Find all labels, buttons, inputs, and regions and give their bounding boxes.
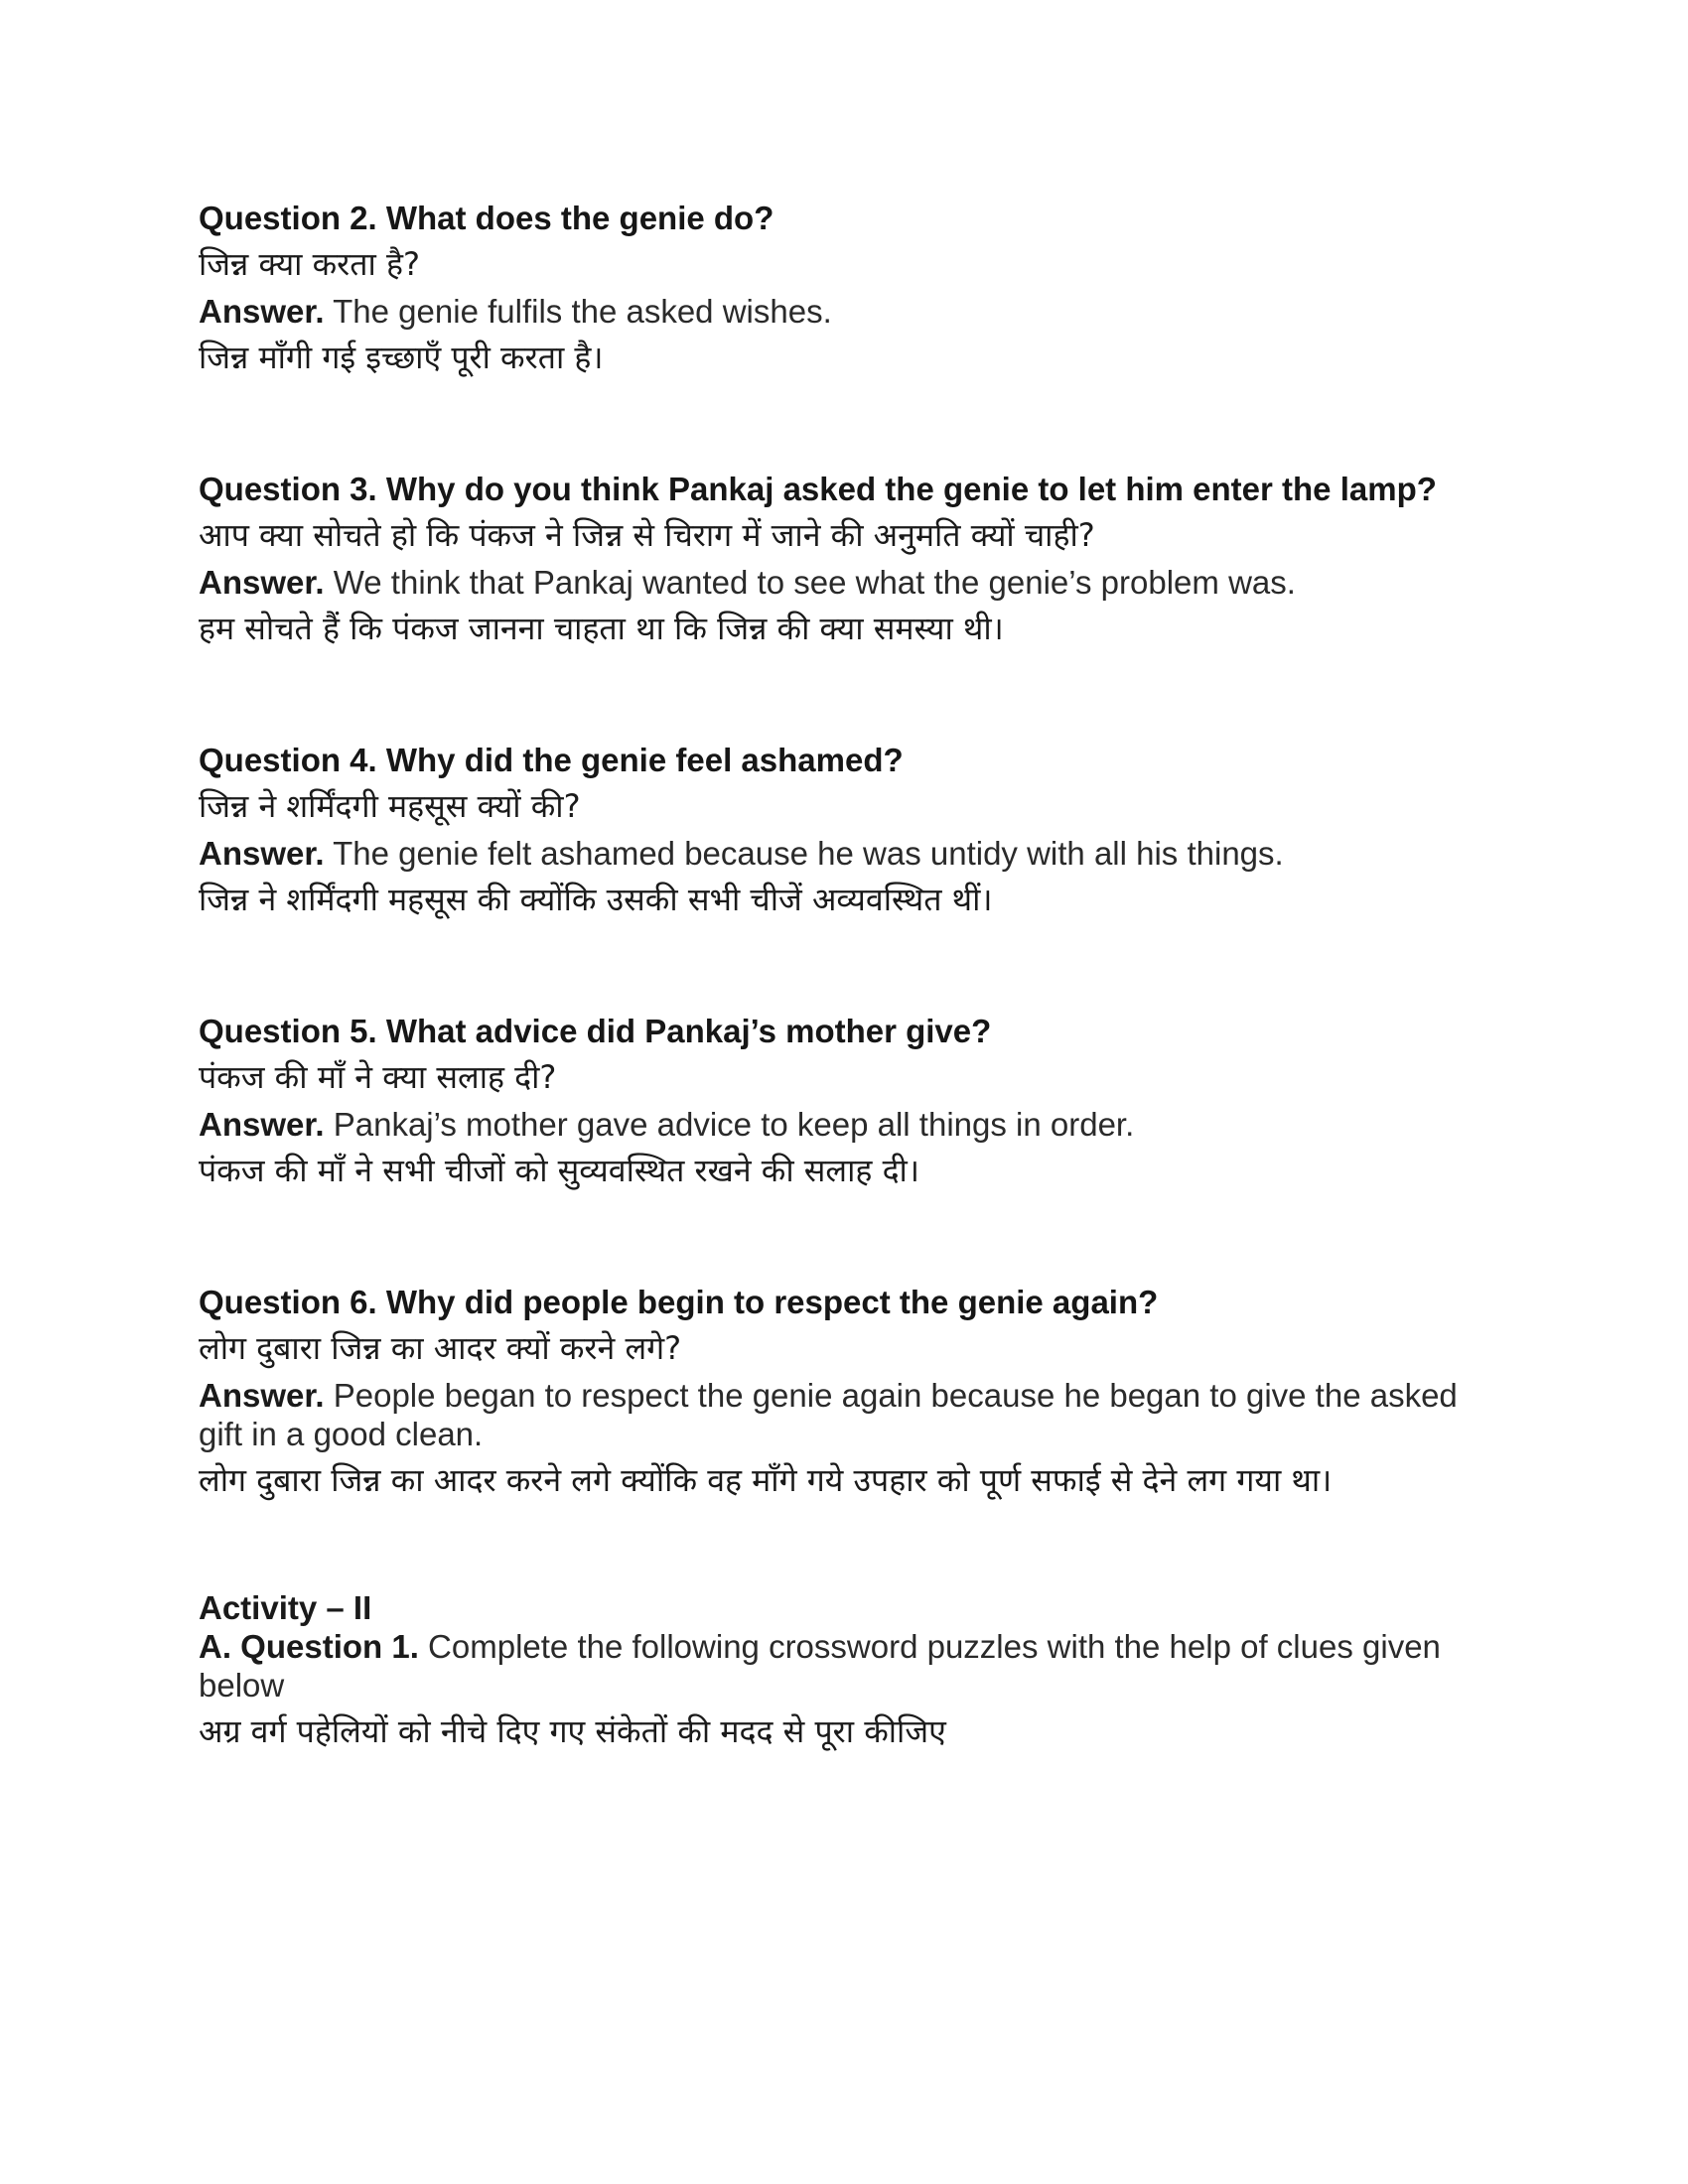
- activity-block: [199, 1588, 1489, 1755]
- answer-label: Answer.: [199, 564, 325, 601]
- activity-question-text: Complete the following crossword puzzles with the help of clues given below: [199, 1628, 1441, 1704]
- question-heading: Question 3. Why do you think Pankaj asked the genie to let him enter the lamp?: [199, 471, 1437, 507]
- activity-question-hindi: अग्र वर्ग पहेलियों को नीचे दिए गए संकेतों की मदद से पूरा कीजिए: [199, 1712, 946, 1750]
- qa-block-5: [199, 1008, 1489, 1194]
- answer-text: Pankaj’s mother gave advice to keep all things in order.: [333, 1106, 1135, 1143]
- question-hindi: लोग दुबारा जिन्न का आदर क्यों करने लगे?: [199, 1329, 682, 1367]
- answer-hindi: लोग दुबारा जिन्न का आदर करने लगे क्योंकि वह माँगे गये उपहार को पूर्ण सफाई से देने लग गया था।: [199, 1461, 1333, 1499]
- answer-hindi: जिन्न माँगी गई इच्छाएँ पूरी करता है।: [199, 339, 604, 376]
- answer-hindi: पंकज की माँ ने सभी चीजों को सुव्यवस्थित रखने की सलाह दी।: [199, 1152, 919, 1189]
- answer-label: Answer.: [199, 835, 325, 872]
- answer-text: People began to respect the genie again because he began to give the asked gift in a good clean.: [199, 1377, 1458, 1452]
- answer-label: Answer.: [199, 293, 325, 330]
- answer-hindi: हम सोचते हैं कि पंकज जानना चाहता था कि जिन्न की क्या समस्या थी।: [199, 610, 1004, 647]
- question-hindi: आप क्या सोचते हो कि पंकज ने जिन्न से चिराग में जाने की अनुमति क्यों चाही?: [199, 516, 1095, 554]
- qa-block-3: [199, 466, 1489, 652]
- answer-text: We think that Pankaj wanted to see what the genie’s problem was.: [333, 564, 1296, 601]
- question-hindi: जिन्न क्या करता है?: [199, 245, 420, 283]
- qa-block-6: [199, 1279, 1489, 1504]
- answer-label: Answer.: [199, 1377, 325, 1414]
- question-hindi: जिन्न ने शर्मिंदगी महसूस क्यों की?: [199, 787, 581, 825]
- question-heading: Question 4. Why did the genie feel ashamed?: [199, 742, 904, 778]
- qa-block-4: [199, 737, 1489, 923]
- activity-question-label: A. Question 1.: [199, 1628, 419, 1665]
- activity-question: [199, 1627, 1489, 1708]
- question-heading: Question 5. What advice did Pankaj’s mother give?: [199, 1013, 992, 1049]
- answer-line: [199, 830, 1489, 877]
- answer-label: Answer.: [199, 1106, 325, 1143]
- answer-text: The genie felt ashamed because he was untidy with all his things.: [333, 835, 1284, 872]
- question-hindi: पंकज की माँ ने क्या सलाह दी?: [199, 1058, 557, 1096]
- qa-block-2: [199, 195, 1489, 381]
- question-heading: Question 6. Why did people begin to respect the genie again?: [199, 1284, 1159, 1320]
- answer-line: [199, 1372, 1489, 1457]
- answer-text: The genie fulfils the asked wishes.: [333, 293, 832, 330]
- answer-line: [199, 559, 1489, 606]
- answer-line: [199, 1101, 1489, 1148]
- activity-title: Activity – II: [199, 1589, 372, 1626]
- answer-hindi: जिन्न ने शर्मिंदगी महसूस की क्योंकि उसकी सभी चीजें अव्यवस्थित थीं।: [199, 881, 993, 918]
- answer-line: [199, 288, 1489, 335]
- question-heading: Question 2. What does the genie do?: [199, 200, 774, 236]
- document-page: [199, 195, 1489, 1755]
